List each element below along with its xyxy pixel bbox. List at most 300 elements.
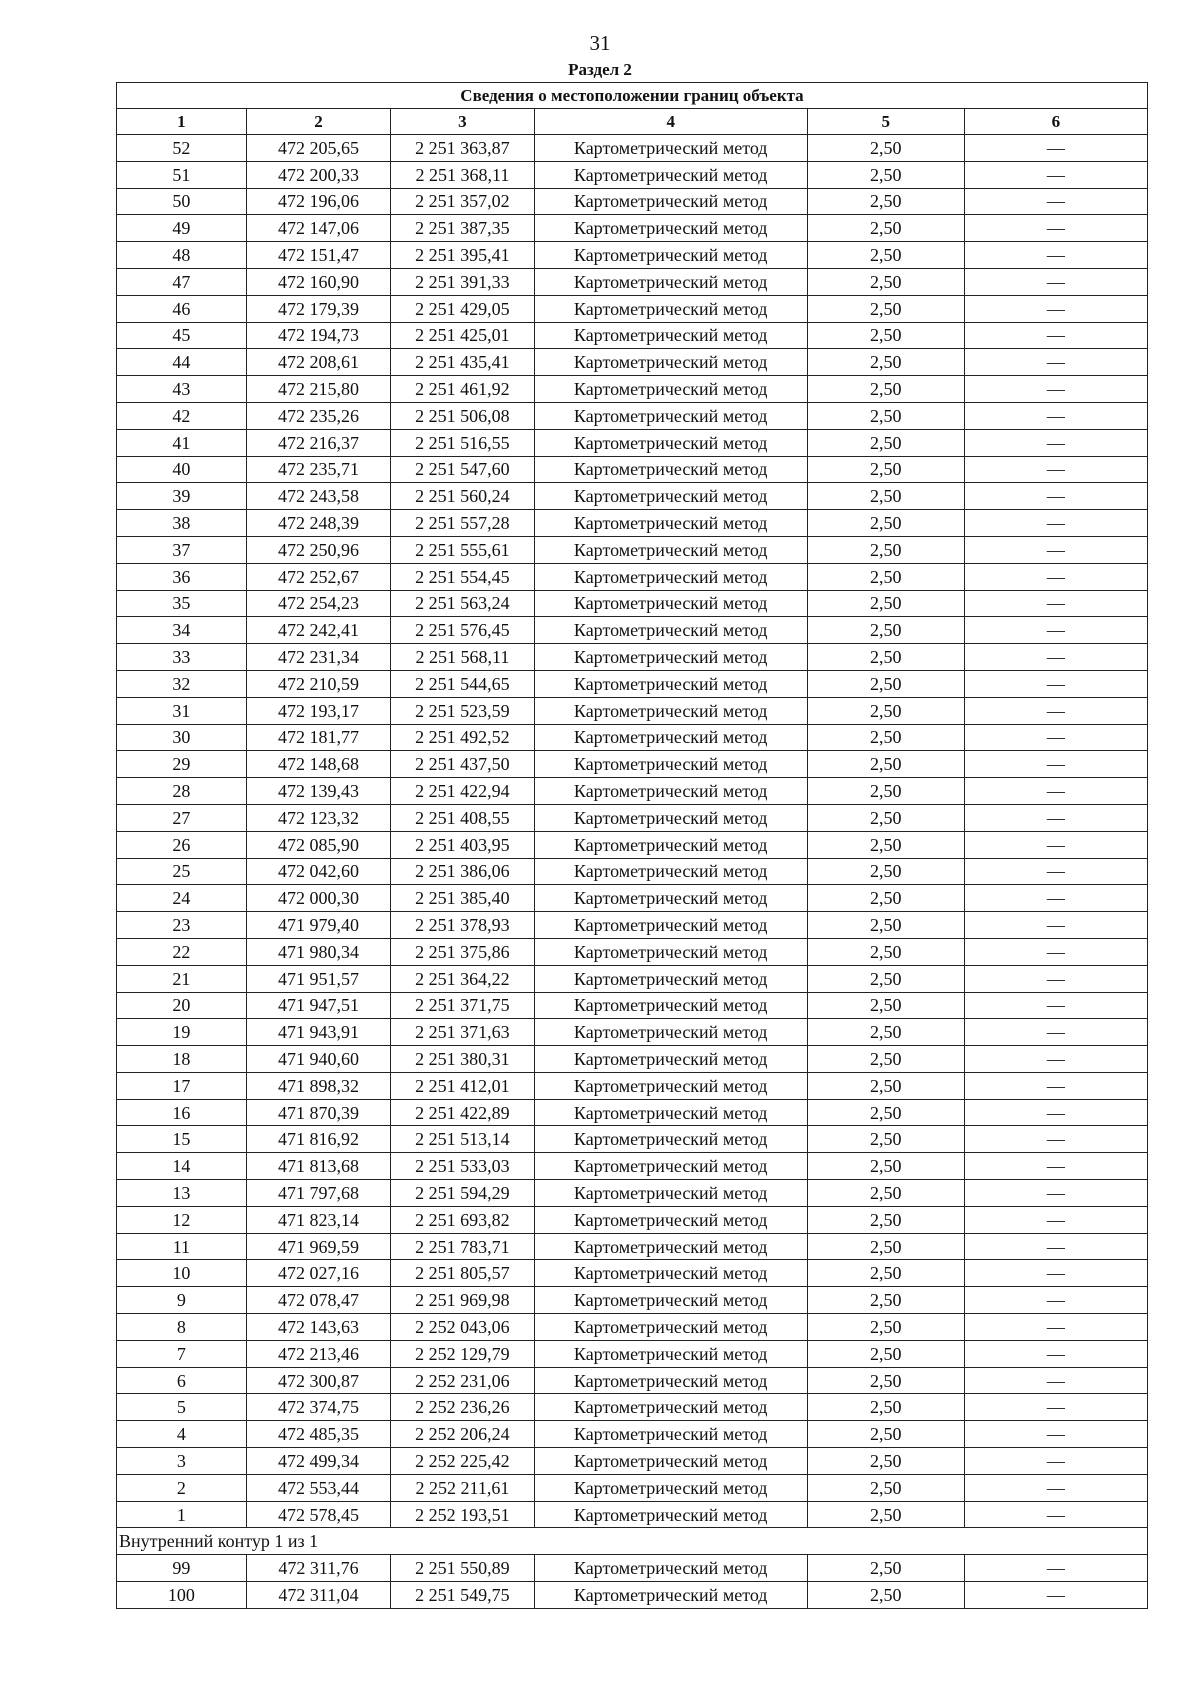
table-row	[117, 322, 1148, 349]
table-row	[117, 697, 1148, 724]
table-row	[117, 268, 1148, 295]
y-coordinate-cell: 2 251 544,65	[391, 670, 534, 697]
y-coordinate-cell: 2 252 211,61	[391, 1474, 534, 1501]
point-number-cell: 35	[117, 590, 247, 617]
description-cell: —	[964, 1126, 1147, 1153]
x-coordinate-cell: 471 979,40	[246, 912, 390, 939]
x-coordinate-cell: 472 311,76	[246, 1555, 390, 1582]
table-row	[117, 188, 1148, 215]
accuracy-cell: 2,50	[807, 1394, 964, 1421]
point-number-cell: 19	[117, 1019, 247, 1046]
table-row	[117, 831, 1148, 858]
table-row	[117, 1046, 1148, 1073]
x-coordinate-cell: 472 208,61	[246, 349, 390, 376]
point-number-cell: 15	[117, 1126, 247, 1153]
point-number-cell: 17	[117, 1072, 247, 1099]
point-number-cell: 42	[117, 402, 247, 429]
accuracy-cell: 2,50	[807, 429, 964, 456]
point-number-cell: 51	[117, 161, 247, 188]
y-coordinate-cell: 2 251 549,75	[391, 1582, 534, 1609]
x-coordinate-cell: 472 216,37	[246, 429, 390, 456]
subsection-row	[117, 1528, 1148, 1555]
y-coordinate-cell: 2 251 364,22	[391, 965, 534, 992]
accuracy-cell: 2,50	[807, 1099, 964, 1126]
description-cell: —	[964, 322, 1147, 349]
x-coordinate-cell: 472 027,16	[246, 1260, 390, 1287]
y-coordinate-cell: 2 251 386,06	[391, 858, 534, 885]
table-row	[117, 1233, 1148, 1260]
point-number-cell: 1	[117, 1501, 247, 1528]
point-number-cell: 99	[117, 1555, 247, 1582]
x-coordinate-cell: 472 553,44	[246, 1474, 390, 1501]
table-row	[117, 349, 1148, 376]
description-cell: —	[964, 938, 1147, 965]
accuracy-cell: 2,50	[807, 1474, 964, 1501]
x-coordinate-cell: 471 969,59	[246, 1233, 390, 1260]
method-cell: Картометрический метод	[534, 349, 807, 376]
y-coordinate-cell: 2 251 412,01	[391, 1072, 534, 1099]
x-coordinate-cell: 472 311,04	[246, 1582, 390, 1609]
x-coordinate-cell: 472 085,90	[246, 831, 390, 858]
point-number-cell: 23	[117, 912, 247, 939]
point-number-cell: 12	[117, 1206, 247, 1233]
table-row	[117, 1019, 1148, 1046]
x-coordinate-cell: 472 248,39	[246, 510, 390, 537]
table-caption-row	[117, 83, 1148, 109]
table-row	[117, 536, 1148, 563]
method-cell: Картометрический метод	[534, 268, 807, 295]
point-number-cell: 18	[117, 1046, 247, 1073]
table-row	[117, 1180, 1148, 1207]
description-cell: —	[964, 1555, 1147, 1582]
y-coordinate-cell: 2 251 557,28	[391, 510, 534, 537]
accuracy-cell: 2,50	[807, 1555, 964, 1582]
description-cell: —	[964, 1501, 1147, 1528]
method-cell: Картометрический метод	[534, 295, 807, 322]
accuracy-cell: 2,50	[807, 697, 964, 724]
table-row	[117, 402, 1148, 429]
x-coordinate-cell: 472 252,67	[246, 563, 390, 590]
point-number-cell: 20	[117, 992, 247, 1019]
x-coordinate-cell: 472 231,34	[246, 644, 390, 671]
point-number-cell: 25	[117, 858, 247, 885]
description-cell: —	[964, 1367, 1147, 1394]
point-number-cell: 31	[117, 697, 247, 724]
x-coordinate-cell: 472 578,45	[246, 1501, 390, 1528]
table-row	[117, 429, 1148, 456]
x-coordinate-cell: 472 194,73	[246, 322, 390, 349]
method-cell: Картометрический метод	[534, 429, 807, 456]
x-coordinate-cell: 471 980,34	[246, 938, 390, 965]
y-coordinate-cell: 2 252 236,26	[391, 1394, 534, 1421]
table-row	[117, 965, 1148, 992]
table-row	[117, 1099, 1148, 1126]
column-number-row	[117, 109, 1148, 135]
point-number-cell: 28	[117, 778, 247, 805]
accuracy-cell: 2,50	[807, 215, 964, 242]
method-cell: Картометрический метод	[534, 992, 807, 1019]
y-coordinate-cell: 2 251 395,41	[391, 242, 534, 269]
accuracy-cell: 2,50	[807, 1072, 964, 1099]
x-coordinate-cell: 472 250,96	[246, 536, 390, 563]
point-number-cell: 39	[117, 483, 247, 510]
x-coordinate-cell: 472 215,80	[246, 376, 390, 403]
table-row	[117, 670, 1148, 697]
y-coordinate-cell: 2 251 492,52	[391, 724, 534, 751]
accuracy-cell: 2,50	[807, 670, 964, 697]
column-number: 4	[534, 109, 807, 135]
description-cell: —	[964, 242, 1147, 269]
y-coordinate-cell: 2 251 357,02	[391, 188, 534, 215]
y-coordinate-cell: 2 251 422,94	[391, 778, 534, 805]
description-cell: —	[964, 295, 1147, 322]
x-coordinate-cell: 472 179,39	[246, 295, 390, 322]
method-cell: Картометрический метод	[534, 885, 807, 912]
method-cell: Картометрический метод	[534, 1555, 807, 1582]
method-cell: Картометрический метод	[534, 1314, 807, 1341]
method-cell: Картометрический метод	[534, 242, 807, 269]
table-row	[117, 1582, 1148, 1609]
accuracy-cell: 2,50	[807, 938, 964, 965]
y-coordinate-cell: 2 252 193,51	[391, 1501, 534, 1528]
description-cell: —	[964, 429, 1147, 456]
point-number-cell: 16	[117, 1099, 247, 1126]
accuracy-cell: 2,50	[807, 724, 964, 751]
table-row	[117, 1421, 1148, 1448]
accuracy-cell: 2,50	[807, 536, 964, 563]
method-cell: Картометрический метод	[534, 778, 807, 805]
y-coordinate-cell: 2 251 422,89	[391, 1099, 534, 1126]
x-coordinate-cell: 472 499,34	[246, 1448, 390, 1475]
accuracy-cell: 2,50	[807, 188, 964, 215]
description-cell: —	[964, 510, 1147, 537]
point-number-cell: 48	[117, 242, 247, 269]
x-coordinate-cell: 472 139,43	[246, 778, 390, 805]
accuracy-cell: 2,50	[807, 1260, 964, 1287]
x-coordinate-cell: 472 242,41	[246, 617, 390, 644]
method-cell: Картометрический метод	[534, 644, 807, 671]
table-row	[117, 1367, 1148, 1394]
y-coordinate-cell: 2 252 129,79	[391, 1340, 534, 1367]
accuracy-cell: 2,50	[807, 1314, 964, 1341]
x-coordinate-cell: 472 160,90	[246, 268, 390, 295]
point-number-cell: 4	[117, 1421, 247, 1448]
method-cell: Картометрический метод	[534, 617, 807, 644]
x-coordinate-cell: 472 374,75	[246, 1394, 390, 1421]
accuracy-cell: 2,50	[807, 992, 964, 1019]
y-coordinate-cell: 2 252 225,42	[391, 1448, 534, 1475]
description-cell: —	[964, 536, 1147, 563]
point-number-cell: 22	[117, 938, 247, 965]
y-coordinate-cell: 2 251 375,86	[391, 938, 534, 965]
point-number-cell: 2	[117, 1474, 247, 1501]
description-cell: —	[964, 831, 1147, 858]
description-cell: —	[964, 992, 1147, 1019]
accuracy-cell: 2,50	[807, 295, 964, 322]
y-coordinate-cell: 2 251 506,08	[391, 402, 534, 429]
description-cell: —	[964, 1448, 1147, 1475]
y-coordinate-cell: 2 251 563,24	[391, 590, 534, 617]
description-cell: —	[964, 590, 1147, 617]
method-cell: Картометрический метод	[534, 965, 807, 992]
accuracy-cell: 2,50	[807, 912, 964, 939]
point-number-cell: 21	[117, 965, 247, 992]
table-row	[117, 295, 1148, 322]
accuracy-cell: 2,50	[807, 1448, 964, 1475]
x-coordinate-cell: 471 943,91	[246, 1019, 390, 1046]
method-cell: Картометрический метод	[534, 724, 807, 751]
y-coordinate-cell: 2 251 380,31	[391, 1046, 534, 1073]
table-row	[117, 1072, 1148, 1099]
page-number: 31	[589, 31, 611, 55]
point-number-cell: 43	[117, 376, 247, 403]
table-row	[117, 1126, 1148, 1153]
accuracy-cell: 2,50	[807, 644, 964, 671]
table-row	[117, 563, 1148, 590]
x-coordinate-cell: 472 235,26	[246, 402, 390, 429]
x-coordinate-cell: 472 235,71	[246, 456, 390, 483]
table-row	[117, 590, 1148, 617]
method-cell: Картометрический метод	[534, 1180, 807, 1207]
x-coordinate-cell: 472 193,17	[246, 697, 390, 724]
description-cell: —	[964, 1421, 1147, 1448]
y-coordinate-cell: 2 251 403,95	[391, 831, 534, 858]
method-cell: Картометрический метод	[534, 1340, 807, 1367]
y-coordinate-cell: 2 251 533,03	[391, 1153, 534, 1180]
accuracy-cell: 2,50	[807, 1367, 964, 1394]
method-cell: Картометрический метод	[534, 483, 807, 510]
method-cell: Картометрический метод	[534, 188, 807, 215]
table-row	[117, 938, 1148, 965]
method-cell: Картометрический метод	[534, 1126, 807, 1153]
description-cell: —	[964, 1099, 1147, 1126]
y-coordinate-cell: 2 252 231,06	[391, 1367, 534, 1394]
description-cell: —	[964, 1474, 1147, 1501]
accuracy-cell: 2,50	[807, 456, 964, 483]
description-cell: —	[964, 724, 1147, 751]
accuracy-cell: 2,50	[807, 1180, 964, 1207]
x-coordinate-cell: 472 213,46	[246, 1340, 390, 1367]
y-coordinate-cell: 2 251 425,01	[391, 322, 534, 349]
point-number-cell: 41	[117, 429, 247, 456]
method-cell: Картометрический метод	[534, 858, 807, 885]
accuracy-cell: 2,50	[807, 885, 964, 912]
point-number-cell: 47	[117, 268, 247, 295]
point-number-cell: 36	[117, 563, 247, 590]
point-number-cell: 7	[117, 1340, 247, 1367]
y-coordinate-cell: 2 251 783,71	[391, 1233, 534, 1260]
description-cell: —	[964, 161, 1147, 188]
point-number-cell: 46	[117, 295, 247, 322]
table-row	[117, 912, 1148, 939]
accuracy-cell: 2,50	[807, 804, 964, 831]
accuracy-cell: 2,50	[807, 965, 964, 992]
table-row	[117, 215, 1148, 242]
accuracy-cell: 2,50	[807, 831, 964, 858]
column-number: 2	[246, 109, 390, 135]
accuracy-cell: 2,50	[807, 1233, 964, 1260]
method-cell: Картометрический метод	[534, 1206, 807, 1233]
point-number-cell: 26	[117, 831, 247, 858]
x-coordinate-cell: 472 042,60	[246, 858, 390, 885]
x-coordinate-cell: 472 181,77	[246, 724, 390, 751]
y-coordinate-cell: 2 251 378,93	[391, 912, 534, 939]
accuracy-cell: 2,50	[807, 1019, 964, 1046]
table-row	[117, 1474, 1148, 1501]
y-coordinate-cell: 2 251 550,89	[391, 1555, 534, 1582]
table-row	[117, 161, 1148, 188]
method-cell: Картометрический метод	[534, 804, 807, 831]
table-row	[117, 1153, 1148, 1180]
description-cell: —	[964, 965, 1147, 992]
point-number-cell: 33	[117, 644, 247, 671]
y-coordinate-cell: 2 251 391,33	[391, 268, 534, 295]
x-coordinate-cell: 471 870,39	[246, 1099, 390, 1126]
accuracy-cell: 2,50	[807, 563, 964, 590]
table-row	[117, 1314, 1148, 1341]
method-cell: Картометрический метод	[534, 1099, 807, 1126]
x-coordinate-cell: 472 210,59	[246, 670, 390, 697]
point-number-cell: 49	[117, 215, 247, 242]
point-number-cell: 10	[117, 1260, 247, 1287]
x-coordinate-cell: 472 078,47	[246, 1287, 390, 1314]
y-coordinate-cell: 2 251 693,82	[391, 1206, 534, 1233]
point-number-cell: 5	[117, 1394, 247, 1421]
accuracy-cell: 2,50	[807, 349, 964, 376]
table-row	[117, 1555, 1148, 1582]
accuracy-cell: 2,50	[807, 858, 964, 885]
x-coordinate-cell: 472 147,06	[246, 215, 390, 242]
method-cell: Картометрический метод	[534, 1501, 807, 1528]
point-number-cell: 29	[117, 751, 247, 778]
description-cell: —	[964, 670, 1147, 697]
accuracy-cell: 2,50	[807, 510, 964, 537]
table-caption: Сведения о местоположении границ объекта	[117, 83, 1148, 109]
x-coordinate-cell: 472 243,58	[246, 483, 390, 510]
method-cell: Картометрический метод	[534, 322, 807, 349]
table-row	[117, 483, 1148, 510]
method-cell: Картометрический метод	[534, 1260, 807, 1287]
point-number-cell: 34	[117, 617, 247, 644]
point-number-cell: 13	[117, 1180, 247, 1207]
x-coordinate-cell: 472 196,06	[246, 188, 390, 215]
method-cell: Картометрический метод	[534, 1153, 807, 1180]
table-row	[117, 724, 1148, 751]
method-cell: Картометрический метод	[534, 831, 807, 858]
method-cell: Картометрический метод	[534, 161, 807, 188]
description-cell: —	[964, 885, 1147, 912]
method-cell: Картометрический метод	[534, 670, 807, 697]
description-cell: —	[964, 1394, 1147, 1421]
table-row	[117, 456, 1148, 483]
accuracy-cell: 2,50	[807, 322, 964, 349]
description-cell: —	[964, 778, 1147, 805]
method-cell: Картометрический метод	[534, 1367, 807, 1394]
y-coordinate-cell: 2 251 805,57	[391, 1260, 534, 1287]
description-cell: —	[964, 1153, 1147, 1180]
description-cell: —	[964, 483, 1147, 510]
table-row	[117, 1287, 1148, 1314]
accuracy-cell: 2,50	[807, 1340, 964, 1367]
method-cell: Картометрический метод	[534, 938, 807, 965]
point-number-cell: 45	[117, 322, 247, 349]
y-coordinate-cell: 2 251 516,55	[391, 429, 534, 456]
y-coordinate-cell: 2 251 547,60	[391, 456, 534, 483]
accuracy-cell: 2,50	[807, 1206, 964, 1233]
table-row	[117, 135, 1148, 162]
method-cell: Картометрический метод	[534, 376, 807, 403]
table-row	[117, 1340, 1148, 1367]
y-coordinate-cell: 2 251 371,63	[391, 1019, 534, 1046]
accuracy-cell: 2,50	[807, 617, 964, 644]
y-coordinate-cell: 2 251 560,24	[391, 483, 534, 510]
description-cell: —	[964, 456, 1147, 483]
table-row	[117, 1394, 1148, 1421]
accuracy-cell: 2,50	[807, 778, 964, 805]
table-row	[117, 1260, 1148, 1287]
x-coordinate-cell: 471 947,51	[246, 992, 390, 1019]
method-cell: Картометрический метод	[534, 135, 807, 162]
point-number-cell: 40	[117, 456, 247, 483]
method-cell: Картометрический метод	[534, 1421, 807, 1448]
accuracy-cell: 2,50	[807, 242, 964, 269]
description-cell: —	[964, 697, 1147, 724]
method-cell: Картометрический метод	[534, 912, 807, 939]
table-row	[117, 1448, 1148, 1475]
inner-contour-rows	[117, 1555, 1148, 1609]
column-number: 3	[391, 109, 534, 135]
table-row	[117, 858, 1148, 885]
method-cell: Картометрический метод	[534, 1019, 807, 1046]
description-cell: —	[964, 402, 1147, 429]
y-coordinate-cell: 2 251 371,75	[391, 992, 534, 1019]
description-cell: —	[964, 215, 1147, 242]
description-cell: —	[964, 1582, 1147, 1609]
table-row	[117, 778, 1148, 805]
point-number-cell: 100	[117, 1582, 247, 1609]
method-cell: Картометрический метод	[534, 402, 807, 429]
table-row	[117, 376, 1148, 403]
description-cell: —	[964, 1206, 1147, 1233]
table-row	[117, 617, 1148, 644]
description-cell: —	[964, 188, 1147, 215]
x-coordinate-cell: 472 205,65	[246, 135, 390, 162]
method-cell: Картометрический метод	[534, 1046, 807, 1073]
description-cell: —	[964, 1233, 1147, 1260]
y-coordinate-cell: 2 251 437,50	[391, 751, 534, 778]
description-cell: —	[964, 349, 1147, 376]
accuracy-cell: 2,50	[807, 1287, 964, 1314]
method-cell: Картометрический метод	[534, 510, 807, 537]
method-cell: Картометрический метод	[534, 215, 807, 242]
accuracy-cell: 2,50	[807, 1046, 964, 1073]
y-coordinate-cell: 2 251 461,92	[391, 376, 534, 403]
y-coordinate-cell: 2 251 576,45	[391, 617, 534, 644]
x-coordinate-cell: 472 000,30	[246, 885, 390, 912]
y-coordinate-cell: 2 251 554,45	[391, 563, 534, 590]
point-number-cell: 50	[117, 188, 247, 215]
description-cell: —	[964, 617, 1147, 644]
description-cell: —	[964, 751, 1147, 778]
accuracy-cell: 2,50	[807, 268, 964, 295]
accuracy-cell: 2,50	[807, 161, 964, 188]
description-cell: —	[964, 135, 1147, 162]
point-number-cell: 38	[117, 510, 247, 537]
description-cell: —	[964, 644, 1147, 671]
point-number-cell: 24	[117, 885, 247, 912]
description-cell: —	[964, 1072, 1147, 1099]
method-cell: Картометрический метод	[534, 697, 807, 724]
